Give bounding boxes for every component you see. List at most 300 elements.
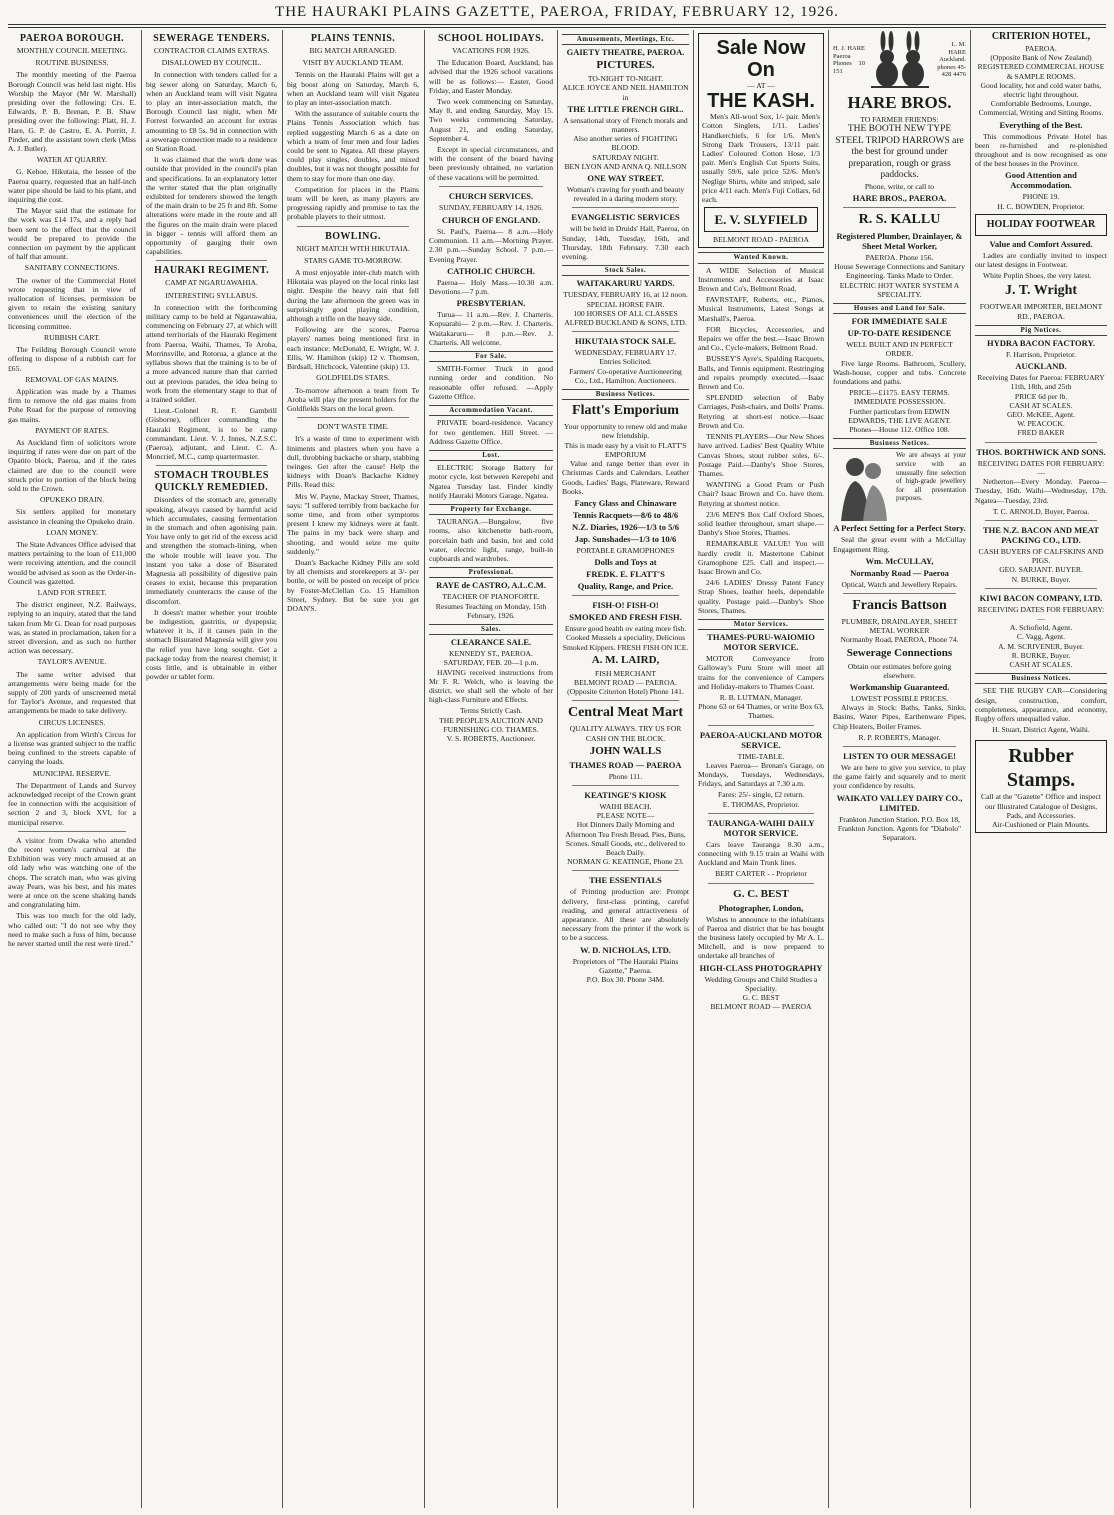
ad-line: Obtain our estimates before going elsewhere.: [847, 661, 952, 680]
ad-line: Entries Solicited.: [599, 357, 652, 367]
ad-line: HIGH-CLASS PHOTOGRAPHY: [699, 962, 823, 973]
ad-line: W. PEACOCK.: [1017, 419, 1065, 429]
ad-heading: CRITERION HOTEL,: [991, 31, 1091, 42]
ad-line: Phone, write, or call to: [864, 181, 935, 191]
ad-line: Jap. Sunshades—1/3 to 10/6: [574, 533, 677, 544]
ad-line: Your opportunity to renew old and make new friendship.: [563, 422, 688, 441]
paragraph: This was too much for the old lady, who called out: "I do not see why they need to make such a fuss of him, because he never started until the rest were tired.": [8, 911, 136, 949]
paragraph: Cars leave Tauranga 8.30 a.m., connecting with 9.15 train at Waihi with Auckland and Main Trunk lines.: [698, 839, 824, 868]
section-heading: SANITARY CONNECTIONS.: [24, 263, 120, 273]
ad-line: PRICE—£1175. EASY TERMS.: [849, 388, 950, 398]
ad-line: Wm. McCULLAY,: [865, 555, 934, 566]
ad-heading: THE N.Z. BACON AND MEAT PACKING CO., LTD.: [982, 524, 1100, 545]
classified-ad: BUSSEY'S Ayre's, Spalding Racquets, Balls, and Tennis equipment. Restringing and repairs promptly executed.—Isaac Brown and Co.: [698, 354, 824, 392]
ad-line: THE PEOPLE'S AUCTION AND FURNISHING CO. THAMES.: [439, 715, 543, 734]
divider: [572, 785, 679, 786]
ad-line: Everything of the Best.: [999, 119, 1083, 130]
ad-heading: TAURANGA-WAIHI DAILY MOTOR SERVICE.: [707, 817, 815, 838]
paragraph: We are here to give you service, to play the game fairly and squarely and to merit your confidence by results.: [833, 763, 966, 791]
ad-line: FRED BAKER: [1017, 428, 1065, 438]
ad-line: Wedding Groups and Child Studies a Speciality.: [704, 974, 818, 993]
classified-section: Accommodation Vacant.: [429, 405, 553, 416]
ad-heading: Flatt's Emporium: [572, 403, 679, 419]
ad-line: Farmers' Co-operative Auctioneering Co., Ltd., Hamilton. Auctioneers.: [569, 366, 682, 385]
column-divider: [424, 30, 425, 1508]
column-divider: [828, 30, 829, 1508]
paragraph: Five large Rooms. Bathroom, Scullery, Wash-house, copper and tubs. Concrete foundations and paths.: [833, 358, 966, 386]
column-amusements: [562, 30, 689, 1508]
paragraph: The Department of Lands and Survey acknowledged receipt of the Crown grant fee in connection with the acquisition of section 2 and 3, block XVI, for a municipal reserve.: [8, 780, 136, 827]
divider: [843, 746, 956, 747]
ad-line: Further particulars from EDWIN EDWARDS, THE LIVE AGENT.: [848, 406, 951, 425]
paragraph: Two week commencing on Saturday, May 8, and ending Saturday, May 15. Two weeks commencing Saturday, August 21, and ending Saturday, September 4.: [429, 97, 553, 143]
section-heading: DON'T WASTE TIME.: [317, 422, 389, 432]
paragraph: It doesn't matter whether your trouble be indigestion, gastritis, or dyspepsia; whatever it is, if it causes pain in the stomach Bisurated Magnesia will give you the relief you have long sought. Get a package today from the nearest chemist; it costs little, and is obtainable in either powder or tablet form.: [146, 607, 277, 682]
article-title: STOMACH TROUBLES QUICKLY REMEDIED.: [154, 470, 269, 494]
classified-ad: WANTING a Good Pram or Push Chair? Isaac Brown and Co. have them. Retyring at shortest notice.: [698, 480, 824, 508]
ad-line: Ensure good health ov eating more fish.: [564, 624, 687, 634]
ad-line: LOWEST POSSIBLE PRICES.: [850, 693, 949, 703]
article-subtitle: VACATIONS FOR 1926.: [452, 46, 530, 55]
divider: [572, 595, 679, 596]
section-heading: DISALLOWED BY COUNCIL.: [161, 58, 262, 68]
ad-line: This is made easy by a visit to FLATT'S EMPORIUM: [564, 440, 687, 459]
footwear-ad: [975, 214, 1107, 236]
ad-heading: THE ESSENTIALS: [589, 875, 662, 886]
ad-line: UP-TO-DATE RESIDENCE: [847, 328, 952, 339]
ad-heading: Central Meat Mart: [567, 705, 684, 721]
masthead-rule-2: [8, 27, 1106, 28]
classified-ad: REMARKABLE VALUE! You will hardly credit it. Mastertone Cabinet Gramophone £25. Call and inspect.—Isaac Brown and Co.: [698, 539, 824, 576]
paragraph: Application was made by a Thames firm to remove the old gas mains from Pohe Road for the purpose of removing gas mains.: [8, 386, 136, 424]
classified-section: For Sale.: [429, 351, 553, 362]
classified-section: Stock Sales.: [562, 265, 689, 276]
paragraph: Doan's Backache Kidney Pills are sold by all chemists and storekeepers at 3/- per bottle, or will be posted on receipt of price by Foster-McClellan Co. 15 Hamilton Street, Sydney. But be sure you get DOAN'S.: [287, 557, 419, 613]
ad-line: We are always at your service with an unusually fine selection of high-grade jewellery for all presentation purposes.: [896, 451, 966, 503]
ad-line: E. THOMAS, Proprietor.: [722, 799, 800, 809]
ad-line: BELMONT ROAD — PAEROA: [710, 1002, 812, 1012]
ad-line: WAIHI BEACH.: [599, 801, 652, 811]
column-criterion-hotel: [975, 30, 1107, 1508]
divider: [572, 870, 679, 871]
article-title: PLAINS TENNIS.: [310, 33, 396, 44]
ad-line: Normanby Road — Paeroa: [850, 567, 949, 578]
paragraph: SEE THE RUGBY CAR—Considering design, construction, comfort, completeness, appearance, and economy, Rugby offers unequalled value.: [975, 686, 1107, 723]
section-heading: MUNICIPAL RESERVE.: [32, 768, 112, 778]
paragraph: The State Advances Office advised that matters pertaining to the loan of £11,000 were receiving attention, and the council would be advised as soon as the Order-in-Council was gazetted.: [8, 539, 136, 586]
paragraph: With the assurance of suitable courts the Plains Tennis Association which has replied suggesting March 6 as a date on which a team of four men and four ladies could be sent to Ngatea. All these players could play singles, doubles, and mixed doubles, but it was not thought possible for them to stay for more than one day.: [287, 109, 419, 183]
section-heading: LAND FOR STREET.: [37, 587, 107, 597]
column-plains-tennis: [287, 30, 419, 1508]
classified-section: Property for Exchange.: [429, 504, 553, 515]
paragraph: A most enjoyable inter-club match with Hikutaia was played on the local rinks last night. Despite the heavy rain that fell during the late afternoon the green was in surprisingly good playing condition, although a trifle on the heavy side.: [287, 268, 419, 324]
classified-ad: FOR Bicycles, Accessories, and Repairs we offer the best.—Isaac Brown and Co., Cycle-makers, Belmont Road.: [698, 324, 824, 353]
ad-line: Optical, Watch and Jewellery Repairs.: [841, 579, 958, 589]
ad-heading: KEATINGE'S KIOSK: [584, 789, 667, 800]
classified-ad: 23/6 MEN'S Box Calf Oxford Shoes, solid leather throughout, smart shape.—Danby's Shoe Stores, Thames.: [698, 509, 824, 538]
paragraph: Lieut.-Colonel R. F. Gambrill (Gisborne), officer commanding the Hauraki Regiment, is to be camp commandant. Lieut. V. J. Innes, N.Z.S.C. (Paeroa), adjutant, and Lieut. C. A. Moncrief, M.C., camp quartermaster.: [146, 406, 277, 462]
divider: [572, 700, 679, 701]
column-kash-ads: [698, 30, 824, 1508]
ad-line: Tennis Racquets—8/6 to 48/6: [572, 509, 679, 520]
section-heading: WATER AT QUARRY.: [36, 155, 108, 165]
ad-heading: KIWI BACON COMPANY, LTD.: [979, 592, 1103, 603]
ad-line: THAMES ROAD — PAEROA: [569, 759, 682, 770]
engagement-couple-icon: [833, 451, 893, 521]
section-heading: INTERESTING SYLLABUS.: [165, 290, 258, 300]
ad-heading: THE KASH.: [707, 90, 815, 113]
ad-line: JOHN WALLS: [589, 744, 662, 757]
classified-ad: FAVRSTAFF, Roberts, etc., Pianos, Musical Instruments, Latest Songs at Marshall's, Paeroa.: [698, 295, 824, 323]
column-divider: [141, 30, 142, 1508]
ad-heading: CLEARANCE SALE.: [450, 637, 532, 648]
divider: [572, 207, 679, 208]
ad-line: Also another series of FIGHTING BLOOD.: [573, 134, 678, 153]
ad-line: BELMONT ROAD - PAEROA: [713, 235, 809, 245]
hare-bros-header: [833, 30, 966, 90]
divider: [18, 831, 126, 832]
ad-line: BERT CARTER - - Proprietor: [715, 869, 807, 879]
church-times: Turua— 11 a.m.—Rev. J. Charteris. Kopuarahi— 2 p.m.—Rev. J. Charteris. Waitakaruru— 8 p.m.—Rev. J. Charteris. All welcome.: [429, 310, 553, 347]
section-heading: PAYMENT OF RATES.: [35, 425, 109, 435]
ad-line: L. M. HARE Auckland. phones 45-428 4476: [937, 41, 966, 79]
ad-heading: FISH-O! FISH-O!: [592, 600, 659, 611]
church-heading: CATHOLIC CHURCH.: [447, 265, 535, 276]
paragraph: As Auckland firm of solicitors wrote inquiring if rates were due on part of the Opatito block, Paeroa, and if the rates claimed are due to the council were struck prior to portion of the block being sold to the Crown.: [8, 437, 136, 493]
ad-line: R. BURKE, Buyer.: [1011, 650, 1071, 660]
ad-line: REGISTERED COMMERCIAL HOUSE & SAMPLE ROOMS.: [977, 62, 1105, 81]
paragraph: Netherton—Every Monday. Paeroa—Tuesday, 16th. Waihi—Wednesday, 17th. Ngatea—Tuesday, 23rd.: [975, 477, 1107, 505]
ad-line: KENNEDY ST., PAEROA.: [449, 649, 533, 659]
classified-section: Houses and Land for Sale.: [833, 303, 966, 314]
ad-heading: Rubber Stamps.: [1006, 745, 1076, 792]
ad-line: HARE BROS., PAEROA.: [852, 192, 947, 203]
slyfield-box: [704, 207, 818, 232]
ad-heading: THAMES-PURU-WAIOMIO MOTOR SERVICE.: [707, 632, 815, 653]
divider: [985, 442, 1097, 443]
divider: [843, 593, 956, 594]
classified-ad: PRIVATE board-residence. Vacancy for two gentlemen. Hill Street. — Address Gazette Office.: [429, 418, 553, 446]
ad-heading: WAITAKARURU YARDS.: [576, 278, 675, 289]
classified-ad: SMITH-Former Truck in good running order and condition. No reasonable offer refused. —Apply Gazette Office.: [429, 364, 553, 401]
paragraph: Men's All-wool Sox, 1/- pair. Men's Cotton Singlets, 1/11. Ladies' Handkerchiefs, 6 for 1/6. Men's Strong Dark Trousers, 13/11 pair. Ladies' Coloured Cotton Hose, 1/3 pair. Men's English Cut Sports Suits, usually 59/6, sale price 52/6. Men's Neglige Shirts, white and striped, sale price 4/11 each. Men's Fuji Collars, 6d each.: [702, 112, 820, 205]
ad-line: RECEIVING DATES FOR FEBRUARY:—: [977, 604, 1105, 623]
ad-line: GEO. McKEE, Agent.: [1006, 410, 1076, 420]
ad-line: Hot Dinners Daily Morning and Afternoon Tea Fresh Bread, Pies, Buns, Scones. Small Goods, etc., delivered to Beach Daily.: [565, 820, 686, 857]
ad-heading: LISTEN TO OUR MESSAGE!: [843, 751, 956, 761]
ad-line: Phone 111.: [608, 771, 643, 781]
ad-line: Registered Plumber, Drainlayer, & Sheet Metal Worker,: [836, 230, 963, 251]
ad-line: CASH AT SCALES.: [1009, 659, 1073, 669]
column-sewerage: [146, 30, 277, 1508]
ad-line: N.Z. Diaries, 1926—1/3 to 5/6: [572, 521, 679, 532]
ad-line: TO FARMER FRIENDS:: [860, 115, 939, 124]
classified-ad: 24/6 LADIES' Dressy Patent Fancy Strap Shoes, leather heels, dependable quality. Postage paid.—Danby's Shoe Stores, Thames.: [698, 578, 824, 615]
ad-line: Frankton Junction Station. P.O. Box 18, Frankton Junction. Agents for "Diabolo" Separators.: [837, 814, 962, 843]
ad-line: PORTABLE GRAMOPHONES: [576, 545, 675, 555]
paragraph: The Feilding Borough Council wrote offering to dispose of a rubbish cart for £65.: [8, 345, 136, 373]
ad-line: CASH AT SCALES.: [1009, 400, 1073, 410]
rubber-stamps-ad: [975, 740, 1107, 833]
ad-line: H. C. BOWDEN, Proprietor.: [997, 201, 1085, 211]
church-times: St. Paul's, Paeroa— 8 a.m.—Holy Communion. 11 a.m.—Morning Prayer. 2.30 p.m.—Sunday School. 7 p.m.—Evening Prayer.: [429, 227, 553, 264]
classified-section: Motor Services.: [698, 619, 824, 630]
ad-line: Dolls and Toys at: [594, 557, 657, 568]
ad-line: A sensational story of French morals and manners.: [563, 115, 688, 135]
ad-line: WEDNESDAY, FEBRUARY 17.: [574, 348, 677, 358]
classified-section: Business Notices.: [975, 673, 1107, 684]
ad-heading: R. S. KALLU: [858, 211, 941, 227]
paragraph: Six settlers applied for monetary assistance in cleaning the Opukeko drain.: [8, 507, 136, 526]
column-hare-bros: [833, 30, 966, 1508]
article-subtitle: MONTHLY COUNCIL MEETING.: [16, 46, 128, 55]
article-title: BOWLING.: [325, 230, 381, 242]
divider: [297, 417, 409, 418]
ad-line: Comfortable Bedrooms, Lounge, Commercial, Writing and Sitting Rooms.: [978, 99, 1104, 118]
article-title: CHURCH SERVICES.: [448, 190, 534, 201]
classified-ad: TAURANGA.—Bungalow, five rooms, also kitchenette bath-room, porcelain bath and basin, hot and cold water, electric light, range, built-in cupboards and wardrobes.: [429, 517, 553, 563]
ad-heading: EVANGELISTIC SERVICES: [571, 212, 680, 223]
section-heading: OPUKEKO DRAIN.: [39, 495, 105, 505]
ad-line: NORMAN G. KEATINGE, Phone 23.: [567, 857, 684, 867]
paragraph: White Poplin Shoes, the very latest.: [983, 271, 1092, 281]
ad-line: Sewerage Connections: [846, 646, 953, 659]
ad-line: GEO. SARJANT. BUYER.: [999, 565, 1083, 575]
ad-line: Call at the "Gazette" Office and inspect our Illustrated Catalogue of Designs, Pads, and Accessories.: [981, 792, 1101, 820]
church-times: Paeroa— Holy Mass.—10.30 a.m. Devotions.—7 p.m.: [429, 277, 553, 297]
paragraph: G. Kehoe, Hikutaia, the lessee of the Paeroa quarry, requested that an half-inch water pipe should be laid to his plant, and inquiring the cost.: [8, 167, 136, 205]
classified-section: Pig Notices.: [975, 325, 1107, 336]
ad-line: T. C. ARNOLD, Buyer, Paeroa.: [992, 506, 1090, 516]
hares-illustration-icon: [867, 30, 933, 90]
ad-line: FISH MERCHANT: [595, 668, 656, 678]
paragraph: The Education Board, Auckland, has advised that the 1926 school vacations will be as follows:— Easter, Good Friday, and Easter Monday.: [429, 58, 553, 95]
section-heading: LOAN MONEY.: [46, 527, 98, 537]
column-paeroa-borough: [8, 30, 136, 1508]
ad-heading: HARE BROS.: [847, 93, 952, 112]
section-heading: TAYLOR'S AVENUE.: [37, 657, 107, 667]
church-heading: PRESBYTERIAN.: [456, 298, 526, 309]
paragraph: It was claimed that the work done was outside that provided in the council's plan and specifications. In an explanatory letter the writer stated that the plan originally exhibited for tenderers showed the length of the main drain to be 25 ft and 8ft. Some alterations were made in the route and all the figures on the main drain were placed in bigger - tennis will afford them an opportunity of gauging their own capabilities.: [146, 155, 277, 257]
ad-line: Cooked Mussels a speciality, Delicious Smoked Kippers. FRESH FISH ON ICE.: [562, 633, 689, 652]
paragraph: Except in special circumstances, and with the consent of the board having been previously obtained, no variation of these vacations will be permitted.: [429, 145, 553, 182]
ad-line: Good locality, hot and cold water baths, electric light throughout.: [980, 80, 1102, 100]
ad-line: V. S. ROBERTS, Auctioneer.: [446, 733, 536, 743]
ad-line: ELECTRIC HOT WATER SYSTEM A SPECIALITY.: [839, 280, 960, 299]
ad-line: (Opposite Bank of New Zealand): [990, 53, 1092, 63]
ad-line: Fares: 25/- single, £2 return.: [717, 790, 805, 800]
ad-line: A. M. LAIRD,: [591, 653, 660, 666]
ad-line: H. Stuart, District Agent, Waihi.: [992, 725, 1090, 735]
ad-line: Quality, Range, and Price.: [577, 581, 674, 592]
ad-line: Woman's craving for youth and beauty revealed in a daring modern story.: [566, 185, 685, 204]
ad-line: Phone 63 or 64 Thames, or write Box 63, Thames.: [698, 702, 824, 721]
paragraph: This commodious Private Hotel has been re-furnished and re-plenished throughout and is now recognised as one of the best houses in the Province.: [975, 131, 1107, 169]
classified-section: Professional.: [429, 567, 553, 578]
ad-line: Terms Strictly Cash.: [459, 706, 523, 716]
paragraph: HAVING received instructions from Mr F. R. Welch, who is leaving the district, we shall sell the whole of her high-class Furniture and Effects.: [429, 667, 553, 705]
ad-line: PRICE 6d per lb.: [1014, 391, 1068, 401]
ad-heading: PAEROA-AUCKLAND MOTOR SERVICE.: [699, 729, 823, 750]
ad-line: PAEROA.: [1025, 44, 1057, 53]
divider: [156, 465, 267, 466]
divider: [297, 226, 409, 227]
article-title: HAURAKI REGIMENT.: [154, 265, 269, 277]
ad-line: N. BURKE, Buyer.: [1011, 574, 1071, 584]
ad-heading: RAYE de CASTRO, A.L.C.M.: [436, 580, 546, 591]
section-heading: RUBBISH CART.: [44, 332, 100, 342]
paragraph: Disorders of the stomach are, generally speaking, always caused by harmful acid which accumulates, causing fermentation in the stomach and often agonising pain. You have only to get rid of the excess acid and strengthen the stomach-lining, when the whole trouble will leave you. The instant you take a dose of Bisurated Magnesia all possibility of digestive pain ceases to exist, because this preparation immediately counteracts the cause of the discomfort.: [146, 495, 277, 606]
ad-heading: G. C. BEST: [733, 887, 789, 900]
classified-section: Wanted Known.: [698, 252, 824, 263]
article-subtitle: CAMP AT NGARUAWAHIA.: [165, 278, 258, 288]
paragraph: To-morrow afternoon a team from Te Aroha will play the present holders for the Goldfields Stars on the local green.: [287, 385, 419, 413]
paragraph: The same writer advised that arrangements were being made for the supply of 200 yards of unscreened metal for Taylor's Avenue, and requested that arrangements be made to take delivery.: [8, 669, 136, 716]
ad-line: PHONE 19.: [1022, 192, 1060, 202]
film-title: THE LITTLE FRENCH GIRL.: [567, 103, 684, 114]
article-title: SCHOOL HOLIDAYS.: [437, 33, 545, 44]
ad-line: ALFRED BUCKLAND & SONS, LTD.: [564, 318, 687, 328]
paragraph: The owner of the Commercial Hotel wrote requesting that in view of reallocation of licenses, permission be given to retain the existing sanitary conveniences until the election of the licensing committee.: [8, 275, 136, 331]
ad-line: 100 HORSES OF ALL CLASSES: [573, 308, 678, 318]
ad-line: Workmanship Guaranteed.: [849, 681, 950, 692]
ad-line: in: [622, 92, 629, 102]
ad-line: AUCKLAND.: [1015, 361, 1067, 372]
ad-heading: HYDRA BACON FACTORY.: [987, 338, 1095, 349]
section-heading: VISIT BY AUCKLAND TEAM.: [302, 58, 404, 68]
ad-line: Proprietors of "The Hauraki Plains Gazette," Paeroa.: [572, 956, 679, 975]
ad-heading: PICTURES.: [596, 59, 655, 72]
ad-line: FOOTWEAR IMPORTER, BELMONT RD., PAEROA.: [979, 302, 1103, 321]
ad-line: F. Harrison, Proprietor.: [1005, 350, 1077, 360]
ad-line: PAEROA. Phone 156.: [865, 252, 934, 262]
masthead: THE HAURAKI PLAINS GAZETTE, PAEROA, FRIDAY, FEBRUARY 12, 1926.: [275, 4, 839, 20]
classified-section: Sales.: [429, 624, 553, 635]
ad-line: Air-Cushioned or Plain Mounts.: [992, 819, 1090, 829]
ad-line: C. Vagg, Agent.: [1016, 632, 1066, 642]
ad-line: — AT —: [747, 81, 775, 90]
paragraph: Wishes to announce to the inhabitants of Paeroa and district that he has bought the business lately occupied by Mr A. L. Mitchell, and is now prepared to undertake all branches of: [698, 914, 824, 961]
article-subtitle: CONTRACTOR CLAIMS EXTRAS.: [153, 46, 270, 55]
classified-ad: A WIDE Selection of Musical Instruments and Accessories at Isaac Brown and Co's, Belmont Road.: [698, 265, 824, 294]
paragraph: The district engineer, N.Z. Railways, replying to an inquiry, stated that the land taken from Mr G. Dean for road purposes was, as stated in proclamation, taken for a street diversion, and as such no further action was necessary.: [8, 600, 136, 656]
article-title: SEWERAGE TENDERS.: [153, 33, 270, 44]
ad-line: SATURDAY, FEB. 20—1 p.m.: [443, 658, 539, 668]
ad-line: THE BOOTH NEW TYPE STEEL TRIPOD HARROWS are the best for ground under preparation, rough or grass paddocks.: [835, 124, 964, 181]
mccullay-ad: [833, 451, 966, 521]
ad-line: Photographer, London,: [718, 902, 804, 913]
ad-heading: SMOKED AND FRESH FISH.: [569, 612, 682, 623]
classified-ad: ELECTRIC Storage Battery for motor cycle, lost between Kerepehi and Ngatea Tuesday last. Finder kindly notify Hauraki Motors Garage, Ngatea.: [429, 463, 553, 500]
ad-heading: HIKUTAIA STOCK SALE.: [574, 336, 676, 347]
ad-heading: J. T. Wright: [1004, 283, 1078, 299]
divider: [572, 331, 679, 332]
ad-line: SATURDAY NIGHT.: [592, 152, 659, 162]
paragraph: of Printing production are: Prompt delivery, first-class printing, careful reading, and general attractiveness of appearance. All these are absolutely necessary from the printer if the work is to be a success.: [562, 887, 689, 943]
ad-line: ALICE JOYCE AND NEIL HAMILTON: [562, 83, 689, 93]
ad-line: H. J. HARE Paeroa Phones 10 151: [833, 45, 865, 75]
paragraph: Value and range better than ever in Christmas Cards and Calendars. Leather Goods, Ladies' Bags, Plateware, Reward Books.: [562, 459, 689, 496]
paragraph: Mrs W. Payne, Mackay Street, Thames, says: "I suffered terribly from backache for some time, and from other symptoms present I knew my kidneys were at fault. The pains in my back were sharp and shooting, and would seize me quite suddenly.": [287, 491, 419, 556]
classified-section: Amusements, Meetings, Etc.: [562, 34, 689, 45]
ad-line: CASH BUYERS OF CALFSKINS AND PIGS.: [978, 546, 1104, 566]
ad-line: BEN LYON AND ANNA Q. NILLSON: [564, 161, 687, 171]
column-divider: [282, 30, 283, 1508]
ad-line: RECEIVING DATES FOR FEBRUARY:—: [977, 458, 1105, 477]
ad-line: Value and Comfort Assured.: [989, 238, 1093, 249]
ad-heading: Francis Battson: [852, 597, 947, 613]
ad-line: TIME-TABLE.: [737, 751, 785, 761]
ad-line: A. Schofield, Agent.: [1009, 623, 1073, 633]
section-heading: REMOVAL OF GAS MAINS.: [25, 374, 119, 384]
ad-line: Phones—House 112. Office 108.: [849, 424, 950, 434]
ad-line: A. M. SCRIVENER, Buyer.: [998, 641, 1084, 651]
ad-line: Receiving Dates for Paeroa: FEBRUARY 11th, 18th, and 25th: [977, 373, 1105, 392]
divider: [439, 186, 543, 187]
theatre-name: GAIETY THEATRE, PAEROA.: [566, 47, 685, 58]
article-title: PAEROA BOROUGH.: [19, 33, 125, 44]
paragraph: MOTOR Conveyance from Galloway's Puru Store will meet all trains for the convenience of Campers and Holiday-makers to Thames Coast.: [698, 654, 824, 691]
ad-line: Normanby Road, PAEROA, Phone 74.: [840, 635, 959, 645]
ad-line: TEACHER OF PIANOFORTE.: [442, 592, 540, 602]
ad-line: W. D. NICHOLAS, LTD.: [580, 944, 671, 955]
ad-line: Resumes Teaching on Monday, 15th February, 1926.: [435, 601, 547, 620]
ad-line: R. P. ROBERTS, Manager.: [858, 732, 941, 742]
ad-heading: A Perfect Setting for a Perfect Story.: [833, 523, 966, 534]
classified-section: Business Notices.: [562, 389, 689, 400]
article-subtitle: BIG MATCH ARRANGED.: [309, 46, 397, 55]
date-line: SUNDAY, FEBRUARY 14, 1926.: [439, 202, 543, 212]
classified-ad: SPLENDID selection of Baby Carriages, Push-chairs, and Dolls' Prams. Retyring at short-est notice.—Isaac Brown and Co.: [698, 393, 824, 430]
film-title: ONE WAY STREET.: [587, 173, 664, 184]
ad-line: TUESDAY, FEBRUARY 16, at 12 noon.: [563, 290, 688, 300]
ad-heading: THOS. BORTHWICK AND SONS.: [976, 446, 1106, 457]
classified-ad: TENNIS PLAYERS—Our New Shoes have arrived. Ladies' Best Quality White Canvas Shoes, stout rubber soles, 6/-. Postage Paid.—Danby's Shoe Stores, Thames.: [698, 432, 824, 478]
divider: [985, 588, 1097, 589]
divider: [985, 520, 1097, 521]
paragraph: Following are the scores, Paeroa players' names being mentioned first in each instance: McDonald, E. Wright, W. J. Ellis, W. Hamilton (skip) 12 v. Thomson, Birdsall, Hitchcock, Valentine (skip) 13.: [287, 325, 419, 372]
paragraph: Ladies are cordially invited to inspect our latest designs in Footwear.: [975, 250, 1107, 270]
ad-line: BELMONT ROAD — PAEROA. (Opposite Criterion Hotel) Phone 141.: [567, 677, 684, 697]
masthead-rule: [8, 24, 1106, 25]
section-heading: CIRCUS LICENSES.: [38, 717, 106, 727]
divider: [156, 260, 267, 261]
ad-heading: HOLIDAY FOOTWEAR: [986, 218, 1096, 230]
divider: [843, 207, 956, 208]
paragraph: will be held in Druids' Hall, Paeroa, on Sunday, 14th, Tuesday, 16th, and Thursday, 18th February. 7.30 each evening.: [562, 224, 689, 262]
ad-line: PLUMBER, DRAINLAYER, SHEET METAL WORKER: [841, 616, 958, 636]
ad-line: Good Attention and Accommodation.: [1005, 170, 1077, 191]
ad-line: G. C. BEST: [742, 993, 780, 1003]
ad-heading: Sale Now On: [716, 37, 806, 81]
ad-line: PLEASE NOTE—: [596, 811, 655, 821]
section-heading: ROUTINE BUSINESS.: [35, 58, 109, 68]
column-divider: [970, 30, 971, 1508]
column-divider: [557, 30, 558, 1508]
paragraph: A visitor from Owaka who attended the recent women's carnival at the Exhibition was very much amused at an old lady who was watching one of the chops. The scratch man, who was giving away Pears, was his best, and his mates were at once on the scene shaking hands and congratulating him.: [8, 835, 136, 910]
paragraph: Tennis on the Hauraki Plains will get a big boost along on Saturday, March 6, when an Auckland team will visit Ngatea to play an inter-association match.: [287, 70, 419, 108]
paragraph: Seal the great event with a McCullay Engagement Ring.: [833, 535, 966, 554]
church-heading: CHURCH OF ENGLAND.: [441, 215, 541, 226]
paragraph: Always in Stock: Baths, Tanks, Sinks, Basins, Water Pipes, Earthenware Pipes, Chip Heaters, Boiler Frames.: [833, 703, 966, 731]
ad-line: R. B. LUTMAN, Manager.: [719, 692, 803, 702]
paragraph: The Mayor said that the estimate for the work was £14 17s, and a reply had been sent to the effect that the council would be prepared to provide the connection on payment by the applicant of half that amount.: [8, 206, 136, 262]
ad-heading: FOR IMMEDIATE SALE: [851, 316, 948, 327]
column-divider: [693, 30, 694, 1508]
classified-section: Business Notices.: [833, 438, 966, 449]
divider: [708, 725, 814, 726]
paragraph: Competition for places in the Plains team will be keen, as many players are progressing rapidly and promise to tax the probable players to their utmost.: [287, 184, 419, 222]
